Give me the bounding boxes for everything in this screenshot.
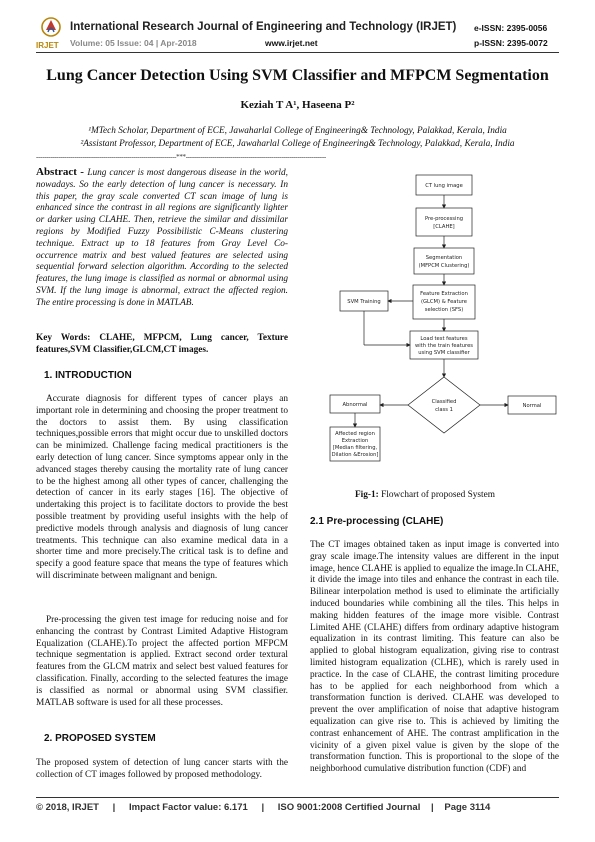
sec1-paragraph-1: Accurate diagnosis for different types of cancer plays an important role in determining and choosing the proper treatment to the doctors to assist them. By using classification techniques,possible errors that might occur due to unskilled doctors can be minimized. Challenge facing medical practitioners is the early detection of lung cancer. Since symptoms appear only in the advanced stages thereby causing the mortality rate of lung cancer to be the highest among all other types of cancer, challenging the detection of cancer in its early stages [16]. The objective of undertaking this project is to facilitate doctors to provide the best possible treatment by providing useful insights with the help of predictive models through analysis and diagnosis of lung cancer treatments. This technique can also examine medical data in a shorter time and more precisely.The critical task is to define and specify a good feature space that means the type of features which will discriminate between malignant and benign. xyxy=(36,394,288,581)
abstract-text: Lung cancer is most dangerous disease in the world, nowadays. So the early detection of lung cancer is necessary. In this paper, the gray scale converted CT scan image of lung is enhanced since the contrast in all regions are significantly lighter or darker using CLAHE. Then, retrieve the similar and dissimilar regions by Modified Fuzzy Possibilistic C-Means clustering technique. Extract up to 18 features from Gray Level Co-occurrence matrix and best valued features are selected using sequential forward selection algorithm. According to the selected features, the lung image is classified as normal or abnormal using SVM. If the lung image is abnormal, extract the affected region. The entire processing is done in MATLAB. xyxy=(36,168,288,308)
sec2-paragraph-1: The proposed system of detection of lung cancer starts with the collection of CT images followed by proposed methodology. xyxy=(36,758,288,780)
fc-pre1: Pre-processing xyxy=(424,216,464,222)
fig-caption-text: Flowchart of proposed System xyxy=(378,490,495,500)
fc-seg1: Segmentation xyxy=(425,255,463,261)
affiliation-2: ²Assistant Professor, Department of ECE, Jawaharlal College of Engineering& Technology, Palakkad, Kerala, India xyxy=(80,139,515,149)
fc-aff3: [Median filtering, xyxy=(332,445,378,451)
footer-iso: ISO 9001:2008 Certified Journal xyxy=(277,802,421,813)
fc-pre2: [CLAHE] xyxy=(433,224,455,230)
keywords-label: Key Words: xyxy=(36,333,100,343)
separator: ---------------------------------------------------------------------***--------------------------------------------------------------------- xyxy=(36,153,326,161)
footer xyxy=(36,802,490,813)
fc-aff4: Dilation &Erosion] xyxy=(331,452,379,458)
sec1-paragraph-2: Pre-processing the given test image for reducing noise and for enhancing the contrast by Contrast Limited Adaptive Histogram Equalization (CLAHE).To project the affected portion MFPCM technique segmentation is applied. Extract second order textural features from the GLCM matrix and select best valued features for classification. Finally, according to the selected features the image is classified as normal or abnormal using SVM classifier. MATLAB software is used for all these processes. xyxy=(36,615,288,708)
keywords-text: CLAHE, MFPCM, Lung cancer, Texture features,SVM Classifier,GLCM,CT images. xyxy=(36,333,288,355)
fc-feat3: selection (SFS) xyxy=(424,307,464,313)
section-2-body xyxy=(36,758,288,782)
footer-divider: | xyxy=(112,802,116,813)
footer-divider: | xyxy=(261,802,265,813)
decision-diamond xyxy=(408,377,480,433)
figure-caption xyxy=(355,490,495,500)
pissn: p-ISSN: 2395-0072 xyxy=(474,38,548,48)
logo-text: IRJET xyxy=(36,41,59,50)
box-preprocessing xyxy=(416,208,472,236)
fc-ct: CT lung image xyxy=(425,183,463,189)
section-1-body xyxy=(36,394,288,583)
fig-label: Fig-1: xyxy=(355,490,379,500)
section-1-body-2 xyxy=(36,615,288,709)
abstract xyxy=(36,167,288,310)
paper-title: Lung Cancer Detection Using SVM Classifier and MFPCM Segmentation xyxy=(46,67,549,84)
sec21-paragraph-1: The CT images obtained taken as input image is converted into gray scale image.The intensity values are different in the input image, hence CLAHE is applied to equalize the image.In CLAHE, it divide the image into tiles and enhance the contrast in each tile. Bilinear interpolation method is used to eliminate the artificially induced boundaries while combining all the tiles. This helps in making hidden features of the image more visible. Contrast Limited AHE (CLAHE) differs from ordinary adaptive histogram equalization in its contrast limiting. This feature can also be applied to global histogram equalization, giving rise to contrast limited histogram equalization (CLHE), which is rarely used in practice. In the case of CLAHE, the contrast limiting procedure has to be applied for each neighborhood from which a transformation function is derived. CLAHE was developed to prevent the over amplification of noise that adaptive histogram equalization can give rise to. This is achieved by limiting the contrast enhancement of AHE. The contrast amplification in the vicinity of a given pixel value is given by the slope of the transformation function. This is proportional to the slope of the neighborhood cumulative distribution function (CDF) and xyxy=(310,540,559,775)
volume-issue: Volume: 05 Issue: 04 | Apr-2018 xyxy=(70,38,197,48)
header-rule xyxy=(36,52,559,53)
footer-divider: | xyxy=(431,802,434,813)
eissn: e-ISSN: 2395-0056 xyxy=(474,23,548,33)
footer-impact: Impact Factor value: 6.171 xyxy=(128,802,248,813)
website[interactable]: www.irjet.net xyxy=(265,38,318,48)
footer-rule xyxy=(36,797,559,798)
section-2-heading: 2. PROPOSED SYSTEM xyxy=(44,733,156,744)
fc-dec1: Classified xyxy=(431,399,457,405)
fc-svm: SVM Training xyxy=(347,299,381,305)
affiliation-1: ¹MTech Scholar, Department of ECE, Jawaharlal College of Engineering& Technology, Palakkad, Kerala, India xyxy=(88,126,507,136)
keywords xyxy=(36,333,288,357)
fc-feat2: (GLCM) & Feature xyxy=(420,299,468,305)
section-2-1-heading: 2.1 Pre-processing (CLAHE) xyxy=(310,516,444,527)
journal-name: International Research Journal of Engineering and Technology (IRJET) xyxy=(70,21,457,33)
abstract-label: Abstract - xyxy=(36,166,88,178)
fc-aff1: Affected region xyxy=(335,431,375,437)
fc-load2: with the train features xyxy=(415,343,473,349)
fc-load3: using SVM classifier xyxy=(418,350,470,356)
footer-copyright: © 2018, IRJET xyxy=(36,802,99,813)
fc-dec2: class 1 xyxy=(435,407,453,413)
fc-normal: Normal xyxy=(522,403,542,409)
flowchart xyxy=(310,165,559,465)
section-1-heading: 1. INTRODUCTION xyxy=(44,370,132,381)
fc-seg2: (MFPCM Clustering) xyxy=(418,263,470,269)
fc-feat1: Feature Extraction xyxy=(420,291,468,297)
footer-page: Page 3114 xyxy=(444,802,491,813)
fc-load1: Load test features xyxy=(420,336,468,342)
authors: Keziah T A¹, Haseena P² xyxy=(240,99,355,111)
section-2-1-body xyxy=(310,540,559,776)
fc-aff2: Extraction xyxy=(341,438,369,444)
box-segmentation xyxy=(414,248,474,274)
fc-abnormal: Abnormal xyxy=(342,402,368,408)
